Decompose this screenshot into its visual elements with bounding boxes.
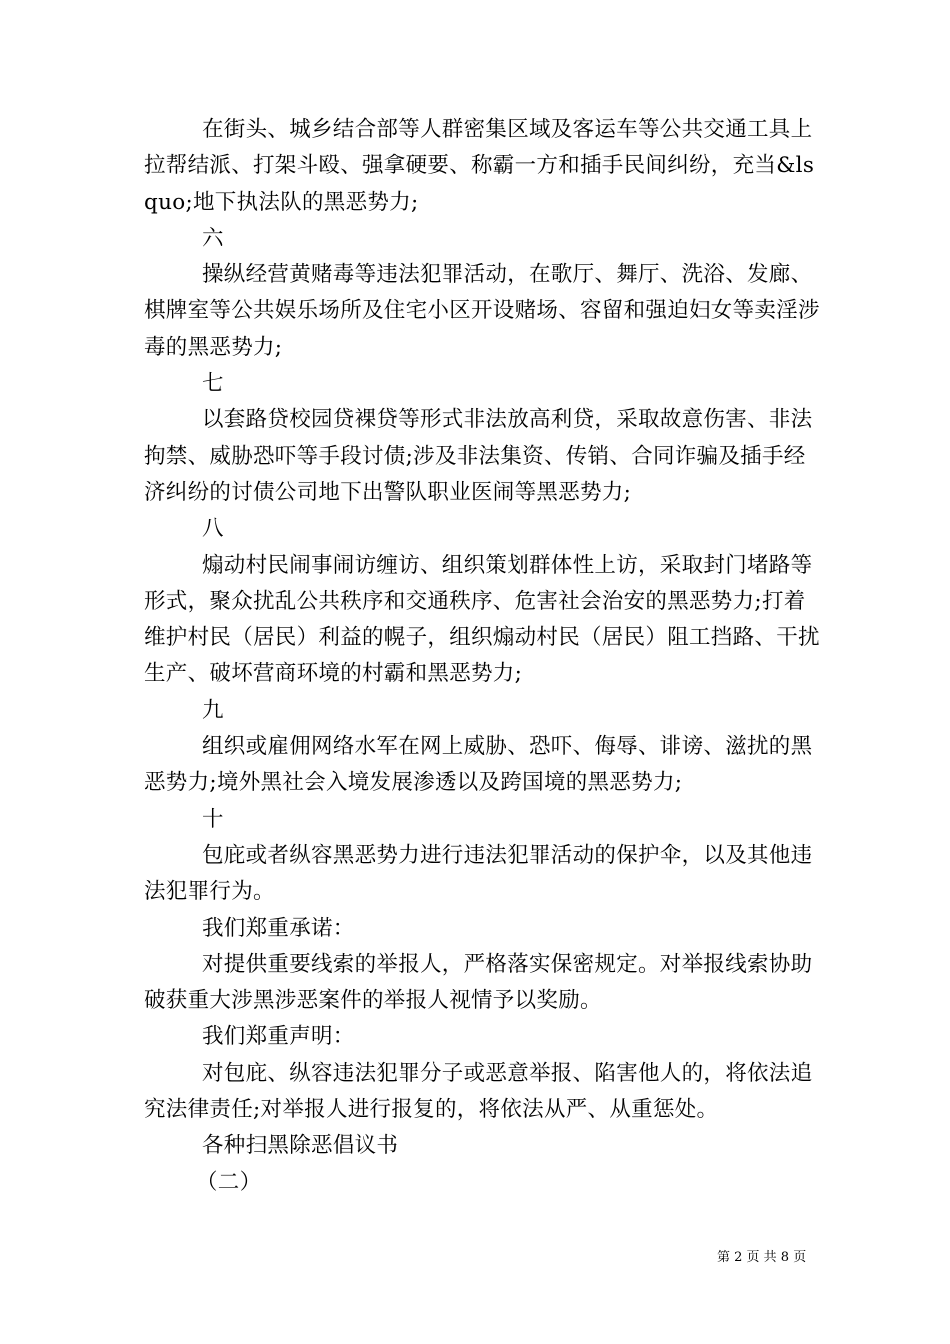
section-number: 七 bbox=[202, 371, 224, 397]
part-number: （二） bbox=[196, 1169, 262, 1195]
paragraph: 以套路贷校园贷裸贷等形式非法放高利贷，采取故意伤害、非法拘禁、威胁恐吓等手段讨债;涉及非法集资、传销、合同诈骗及插手经济纠纷的讨债公司地下出警队职业医闹等黑恶势力; bbox=[144, 407, 813, 505]
paragraph: 在街头、城乡结合部等人群密集区域及客运车等公共交通工具上拉帮结派、打架斗殴、强拿硬要、称霸一方和插手民间纠纷，充当&lsquo;地下执法队的黑恶势力; bbox=[144, 117, 815, 215]
section-number: 十 bbox=[202, 806, 224, 832]
paragraph: 对包庇、纵容违法犯罪分子或恶意举报、陷害他人的，将依法追究法律责任;对举报人进行报复的，将依法从严、从重惩处。 bbox=[144, 1060, 813, 1123]
pledge-heading: 我们郑重承诺： bbox=[202, 915, 355, 941]
statement-heading: 我们郑重声明： bbox=[202, 1024, 355, 1050]
document-body bbox=[144, 112, 824, 1201]
page-number: 第 2 页 共 8 页 bbox=[717, 1250, 807, 1265]
section-number: 八 bbox=[202, 516, 224, 542]
paragraph: 煽动村民闹事闹访缠访、组织策划群体性上访，采取封门堵路等形式，聚众扰乱公共秩序和交通秩序、危害社会治安的黑恶势力;打着维护村民（居民）利益的幌子，组织煽动村民（居民）阻工挡路、干扰生产、破坏营商环境的村霸和黑恶势力; bbox=[144, 552, 820, 687]
paragraph: 组织或雇佣网络水军在网上威胁、恐吓、侮辱、诽谤、滋扰的黑恶势力;境外黑社会入境发展渗透以及跨国境的黑恶势力; bbox=[144, 734, 813, 796]
section-number: 六 bbox=[202, 225, 224, 251]
section-number: 九 bbox=[202, 697, 224, 723]
paragraph: 操纵经营黄赌毒等违法犯罪活动，在歌厅、舞厅、洗浴、发廊、棋牌室等公共娱乐场所及住宅小区开设赌场、容留和强迫妇女等卖淫涉毒的黑恶势力; bbox=[144, 262, 820, 360]
paragraph: 对提供重要线索的举报人，严格落实保密规定。对举报线索协助破获重大涉黑涉恶案件的举报人视情予以奖励。 bbox=[144, 951, 813, 1014]
document-subtitle: 各种扫黑除恶倡议书 bbox=[202, 1133, 399, 1159]
paragraph: 包庇或者纵容黑恶势力进行违法犯罪活动的保护伞，以及其他违法犯罪行为。 bbox=[144, 842, 813, 905]
